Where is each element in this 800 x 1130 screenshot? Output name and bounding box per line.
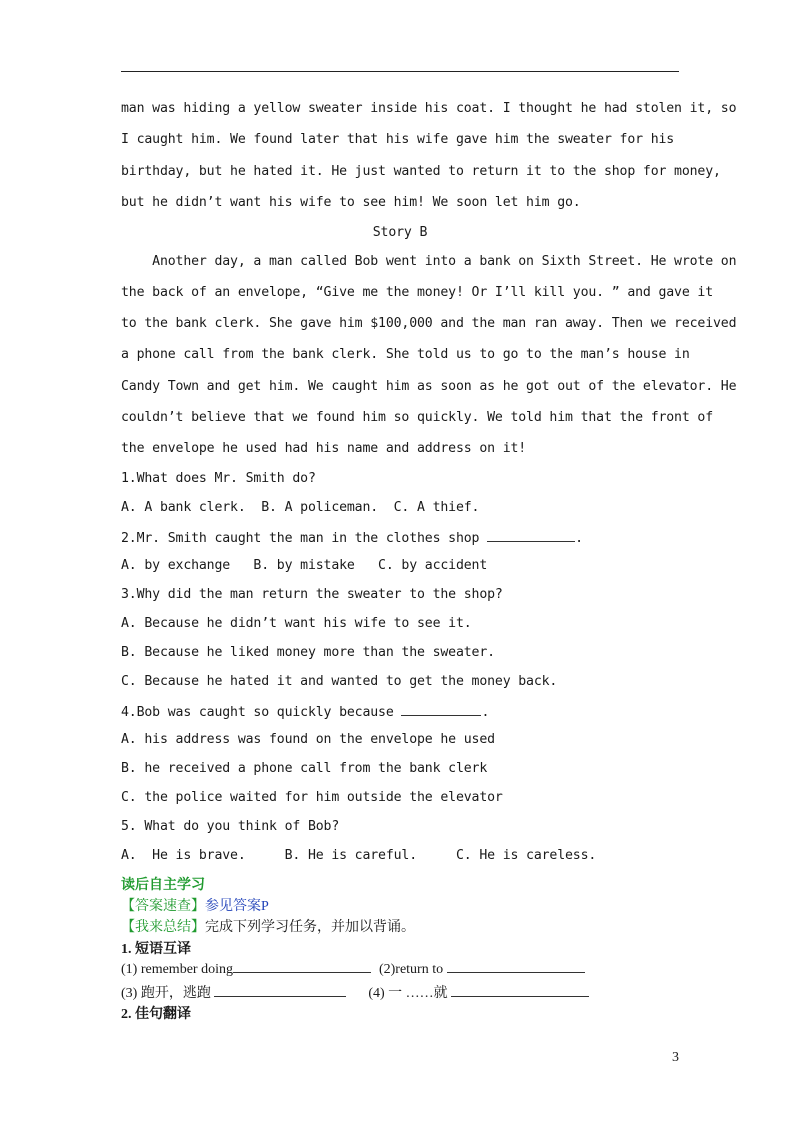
question-1: 1.What does Mr. Smith do? bbox=[121, 471, 316, 486]
answer-tag: 【答案速查】 bbox=[121, 899, 205, 914]
question-4-row: 4.Bob was caught so quickly because . bbox=[121, 705, 490, 720]
story-b-line: Candy Town and get him. We caught him as soon as he got out of the elevator. He bbox=[121, 379, 737, 394]
summary-text: 完成下列学习任务，并加以背诵。 bbox=[205, 920, 415, 935]
phrase-row-1 bbox=[121, 960, 585, 978]
answer-blank bbox=[214, 984, 346, 997]
phrase-4: (4) 一 ……就 bbox=[368, 986, 448, 1001]
answer-blank bbox=[401, 703, 481, 716]
question-2-row: 2.Mr. Smith caught the man in the clothes shop . bbox=[121, 531, 583, 546]
question-3-option-c: C. Because he hated it and wanted to get the money back. bbox=[121, 674, 558, 689]
phrase-2: (2)return to bbox=[378, 962, 444, 977]
story-b-line: a phone call from the bank clerk. She told us to go to the man’s house in bbox=[121, 347, 690, 362]
question-3: 3.Why did the man return the sweater to the shop? bbox=[121, 587, 503, 602]
phrase-1: (1) remember doing bbox=[121, 962, 233, 977]
answer-blank bbox=[233, 960, 371, 973]
question-5-options: A. He is brave. B. He is careful. C. He is careless. bbox=[121, 848, 597, 863]
question-4-option-b: B. he received a phone call from the bank clerk bbox=[121, 761, 488, 776]
question-2-options: A. by exchange B. by mistake C. by accident bbox=[121, 558, 488, 573]
summary-tag: 【我来总结】 bbox=[121, 920, 205, 935]
question-1-options: A. A bank clerk. B. A policeman. C. A thief. bbox=[121, 500, 480, 515]
question-5: 5. What do you think of Bob? bbox=[121, 819, 340, 834]
phrase-3: (3) 跑开，逃跑 bbox=[121, 986, 211, 1001]
section-sentence-translation: 2. 佳句翻译 bbox=[121, 1007, 191, 1022]
story-b-line: couldn’t believe that we found him so quickly. We told him that the front of bbox=[121, 410, 714, 425]
phrase-row-2 bbox=[121, 982, 589, 1002]
summary-row bbox=[121, 916, 415, 936]
story-b-title: Story B bbox=[372, 225, 428, 240]
answer-blank bbox=[487, 529, 575, 542]
question-2: 2.Mr. Smith caught the man in the clothes shop bbox=[121, 531, 480, 546]
story-b-line: the back of an envelope, “Give me the money! Or I’ll kill you. ” and gave it bbox=[121, 285, 714, 300]
answer-reference: 参见答案P bbox=[205, 899, 269, 914]
story-a-line: but he didn’t want his wife to see him! We soon let him go. bbox=[121, 195, 581, 210]
story-a-line: I caught him. We found later that his wife gave him the sweater for his bbox=[121, 132, 675, 147]
story-a-line: birthday, but he hated it. He just wanted to return it to the shop for money, bbox=[121, 164, 721, 179]
question-3-option-a: A. Because he didn’t want his wife to see it. bbox=[121, 616, 472, 631]
story-a-line: man was hiding a yellow sweater inside his coat. I thought he had stolen it, so bbox=[121, 101, 737, 116]
question-3-option-b: B. Because he liked money more than the sweater. bbox=[121, 645, 495, 660]
answer-check-row bbox=[121, 895, 269, 915]
study-heading: 读后自主学习 bbox=[121, 878, 205, 893]
story-b-line: to the bank clerk. She gave him $100,000 and the man ran away. Then we received bbox=[121, 316, 737, 331]
question-4-option-c: C. the police waited for him outside the elevator bbox=[121, 790, 503, 805]
story-b-line: the envelope he used had his name and address on it! bbox=[121, 441, 527, 456]
question-4: 4.Bob was caught so quickly because bbox=[121, 705, 394, 720]
answer-blank bbox=[451, 984, 589, 997]
section-phrase-translation: 1. 短语互译 bbox=[121, 942, 191, 957]
story-b-line: Another day, a man called Bob went into a bank on Sixth Street. He wrote on bbox=[121, 254, 737, 269]
page-number: 3 bbox=[672, 1050, 679, 1065]
answer-blank bbox=[447, 960, 585, 973]
header-rule bbox=[121, 71, 679, 72]
question-4-option-a: A. his address was found on the envelope he used bbox=[121, 732, 495, 747]
